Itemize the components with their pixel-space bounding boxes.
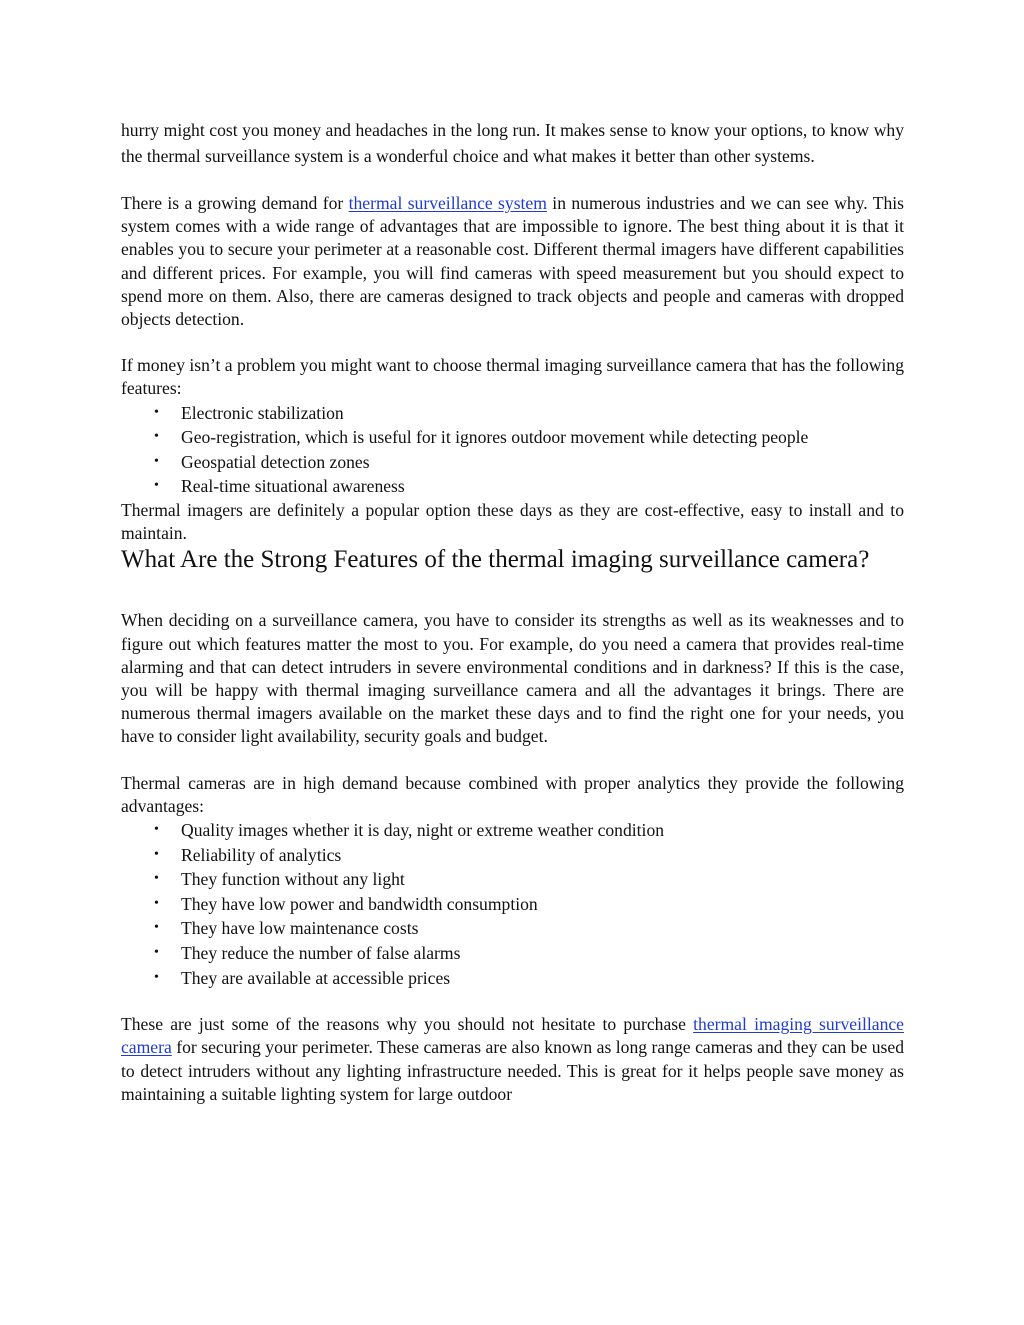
list-item-text: Real-time situational awareness — [181, 476, 405, 497]
list-item-text: Quality images whether it is day, night or extreme weather condition — [181, 820, 665, 841]
bullet-icon: • — [154, 453, 159, 469]
list-item — [121, 941, 904, 966]
thermal-surveillance-system-link[interactable]: thermal surveillance system — [348, 193, 547, 213]
paragraph-gap — [121, 575, 904, 609]
list-item-text: They function without any light — [181, 869, 405, 890]
paragraph-demand-text-start: There is a growing demand for — [121, 193, 349, 213]
paragraph-deciding: When deciding on a surveillance camera, you have to consider its strengths as well as its weaknesses and to figure out which features matter the most to you. For example, do you need a camera that provides real-time alarming and that can detect intruders in severe environmental conditions and in darkness? If this is the case, you will be happy with thermal imaging surveillance camera and all the advantages it brings. There are numerous thermal imagers available on the market these days and to find the right one for your needs, you have to consider light availability, security goals and budget. — [121, 610, 904, 747]
bullet-icon: • — [154, 871, 159, 887]
bullet-icon: • — [154, 846, 159, 862]
list-item — [121, 966, 904, 991]
paragraph-gap — [121, 749, 904, 772]
paragraph-gap — [121, 169, 904, 192]
paragraph-demand — [121, 192, 904, 331]
bullet-icon: • — [154, 429, 159, 445]
paragraph-demand-text-end: in numerous industries and we can see why. This system comes with a wide range of advantages that are impossible to ignore. The best thing about it is that it enables you to secure your perimeter at a reasonable cost. Different thermal imagers have different capabilities and different prices. For example, you will find cameras with speed measurement but you should expect to spend more on them. Also, there are cameras designed to track objects and people and cameras with dropped objects detection. — [121, 193, 905, 330]
list-item-text: Geo-registration, which is useful for it ignores outdoor movement while detecting people — [181, 427, 809, 448]
paragraph-gap — [121, 990, 904, 1013]
bullet-icon: • — [154, 920, 159, 936]
list-item-text: They have low power and bandwidth consumption — [181, 893, 538, 914]
list-item — [121, 818, 904, 843]
bullet-icon: • — [154, 895, 159, 911]
section-heading: What Are the Strong Features of the thermal imaging surveillance camera? — [121, 546, 870, 574]
paragraph-reasons-text-start: These are just some of the reasons why you should not hesitate to purchase — [121, 1014, 694, 1035]
bullet-icon: • — [154, 822, 159, 838]
paragraph-reasons — [121, 1013, 904, 1106]
list-item-text: Electronic stabilization — [181, 402, 344, 423]
advantages-list — [121, 818, 904, 990]
list-item-text: Geospatial detection zones — [181, 451, 370, 472]
features-list — [121, 401, 904, 499]
list-item — [121, 843, 904, 868]
paragraph-intro: hurry might cost you money and headaches in the long run. It makes sense to know your options, to know why the thermal surveillance system is a wonderful choice and what makes it better than other systems. — [121, 120, 904, 166]
list-item-text: They reduce the number of false alarms — [181, 943, 461, 963]
paragraph-gap — [121, 331, 904, 354]
list-item-text: They have low maintenance costs — [181, 918, 419, 939]
list-item — [121, 474, 904, 499]
bullet-icon: • — [154, 478, 159, 494]
paragraph-popular-option: Thermal imagers are definitely a popular option these days as they are cost-effective, easy to install and to maintain. — [121, 500, 904, 544]
bullet-icon: • — [154, 945, 159, 960]
list-item-text: They are available at accessible prices — [181, 967, 451, 988]
paragraph-features-intro: If money isn’t a problem you might want to choose thermal imaging surveillance camera that has the following features: — [121, 355, 904, 399]
bullet-icon: • — [154, 969, 159, 985]
paragraph-advantages-intro: Thermal cameras are in high demand because combined with proper analytics they provide the following advantages: — [121, 772, 904, 816]
thermal-imaging-surveillance-camera-link[interactable]: thermal imaging surveillance camera — [121, 1014, 904, 1058]
list-item-text: Reliability of analytics — [181, 844, 342, 865]
list-item — [121, 916, 904, 941]
list-item — [121, 450, 904, 475]
bullet-icon: • — [154, 404, 159, 420]
list-item — [121, 867, 904, 892]
list-item — [121, 425, 904, 450]
list-item — [121, 892, 904, 917]
paragraph-reasons-text-end: for securing your perimeter. These cameras are also known as long range cameras and they can be used to detect intruders without any lighting infrastructure needed. This is great for it helps people save money as maintaining a suitable lighting system for large outdoor — [121, 1037, 904, 1104]
list-item — [121, 401, 904, 426]
document-page — [121, 118, 904, 1106]
